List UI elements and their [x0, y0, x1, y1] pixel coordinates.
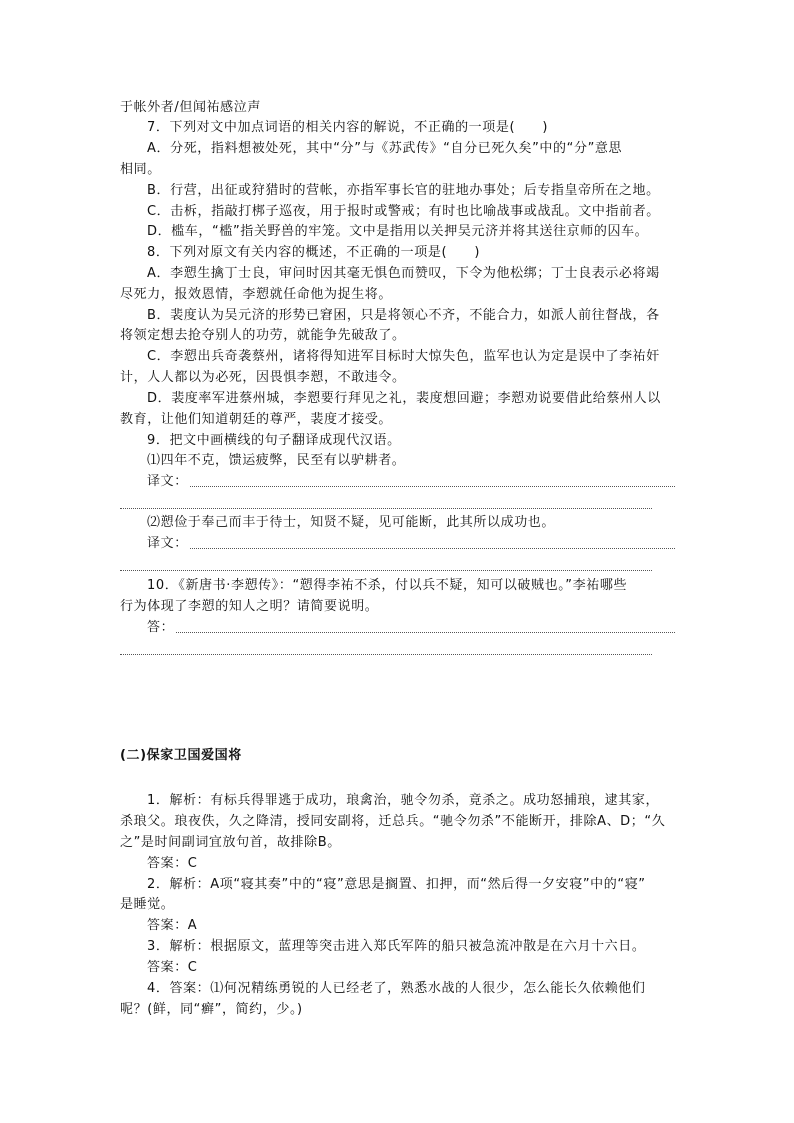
option-8b: B．裴度认为吴元济的形势已窘困，只是将领心不齐，不能合力，如派人前往督战，各 [147, 308, 660, 323]
answer-2-analysis: 2．解析：A项“寝其奏”中的“寝”意思是搁置、扣押，而“然后得一夕安寝”中的“寝” [147, 877, 646, 892]
question-7: 7．下列对文中加点词语的相关内容的解说，不正确的一项是( ) [147, 120, 549, 135]
dotted-answer-line [190, 486, 675, 487]
answer-4-key: 4．答案：⑴何况精练勇锐的人已经老了，熟悉水战的人很少，怎么能长久依赖他们 [147, 981, 646, 996]
section-heading: (二)保家卫国爱国将 [120, 748, 242, 763]
dotted-answer-line [120, 570, 652, 571]
text-line: 杀琅父。琅夜佚，久之降清，授同安副将，迁总兵。“驰令勿杀”不能断开，排除A、D；“久 [120, 814, 666, 829]
question-9: 9．把文中画横线的句子翻译成现代汉语。 [147, 433, 401, 448]
text-line: 教育，让他们知道朝廷的尊严，裴度才接受。 [120, 412, 393, 427]
answer-label: 答： [147, 620, 175, 635]
question-8: 8．下列对原文有关内容的概述，不正确的一项是( ) [147, 245, 481, 260]
answer-1-analysis: 1．解析：有标兵得罪逃于成功，琅禽治，驰令勿杀，竟杀之。成功怒捕琅，逮其家， [147, 793, 660, 808]
answer-3-analysis: 3．解析：根据原文，蓝理等突击进入郑氏军阵的船只被急流冲散是在六月十六日。 [147, 939, 646, 954]
answer-blank-9-2[interactable] [147, 533, 675, 554]
text-line: 将领定想去抢夺别人的功劳，就能争先破敌了。 [120, 328, 406, 343]
text-line: 于帐外者/但闻祐感泣声 [120, 100, 261, 115]
option-8c: C．李愬出兵奇袭蔡州，诸将得知进军目标时大惊失色，监军也认为定是误中了李祐奸 [147, 349, 660, 364]
dotted-answer-line [176, 632, 675, 633]
text-line: 呢？(鲜，同“癣”，简约，少。) [120, 1002, 303, 1017]
option-8d: D．裴度率军进蔡州城，李愬要行拜见之礼，裴度想回避；李愬劝说要借此给蔡州人以 [147, 391, 661, 406]
option-7c: C．击柝，指敲打梆子巡夜，用于报时或警戒；有时也比喻战事或战乱。文中指前者。 [147, 204, 660, 219]
sentence-9-2: ⑵愬俭于奉己而丰于待士，知贤不疑，见可能断，此其所以成功也。 [147, 515, 556, 530]
text-line: 是睡觉。 [120, 897, 175, 912]
dotted-answer-line [120, 508, 652, 509]
question-10: 10．《新唐书·李愬传》：“愬得李祐不杀，付以兵不疑，知可以破贼也。”李祐哪些 [147, 578, 628, 593]
option-7b: B．行营，出征或狩猎时的营帐，亦指军事长官的驻地办事处；后专指皇帝所在之地。 [147, 183, 660, 198]
text-line: 行为体现了李愬的知人之明？请简要说明。 [120, 599, 379, 614]
answer-1-key: 答案：C [147, 856, 198, 871]
answer-3-key: 答案：C [147, 960, 198, 975]
text-line: 相同。 [120, 162, 161, 177]
answer-2-key: 答案：A [147, 918, 198, 933]
sentence-9-1: ⑴四年不克，馈运疲弊，民至有以驴耕者。 [147, 453, 406, 468]
option-7d: D．槛车，“槛”指关野兽的牢笼。文中是指用以关押吴元济并将其送往京师的囚车。 [147, 224, 649, 239]
text-line: 计，人人都以为必死，因畏惧李愬，不敢违令。 [120, 370, 406, 385]
dotted-answer-line [120, 654, 652, 655]
option-7a: A．分死，指料想被处死，其中“分”与《苏武传》“自分已死久矣”中的“分”意思 [147, 141, 623, 156]
answer-blank-10[interactable] [147, 617, 675, 638]
text-line: 之”是时间副词宜放句首，故排除B。 [120, 835, 341, 850]
text-line: 尽死力，报效恩情，李愬就任命他为捉生将。 [120, 287, 393, 302]
translation-label: 译文： [147, 474, 188, 489]
answer-blank-9-1[interactable] [147, 471, 675, 492]
translation-label: 译文： [147, 536, 188, 551]
option-8a: A．李愬生擒丁士良，审问时因其毫无惧色而赞叹，下令为他松绑；丁士良表示必将竭 [147, 266, 660, 281]
dotted-answer-line [190, 548, 675, 549]
